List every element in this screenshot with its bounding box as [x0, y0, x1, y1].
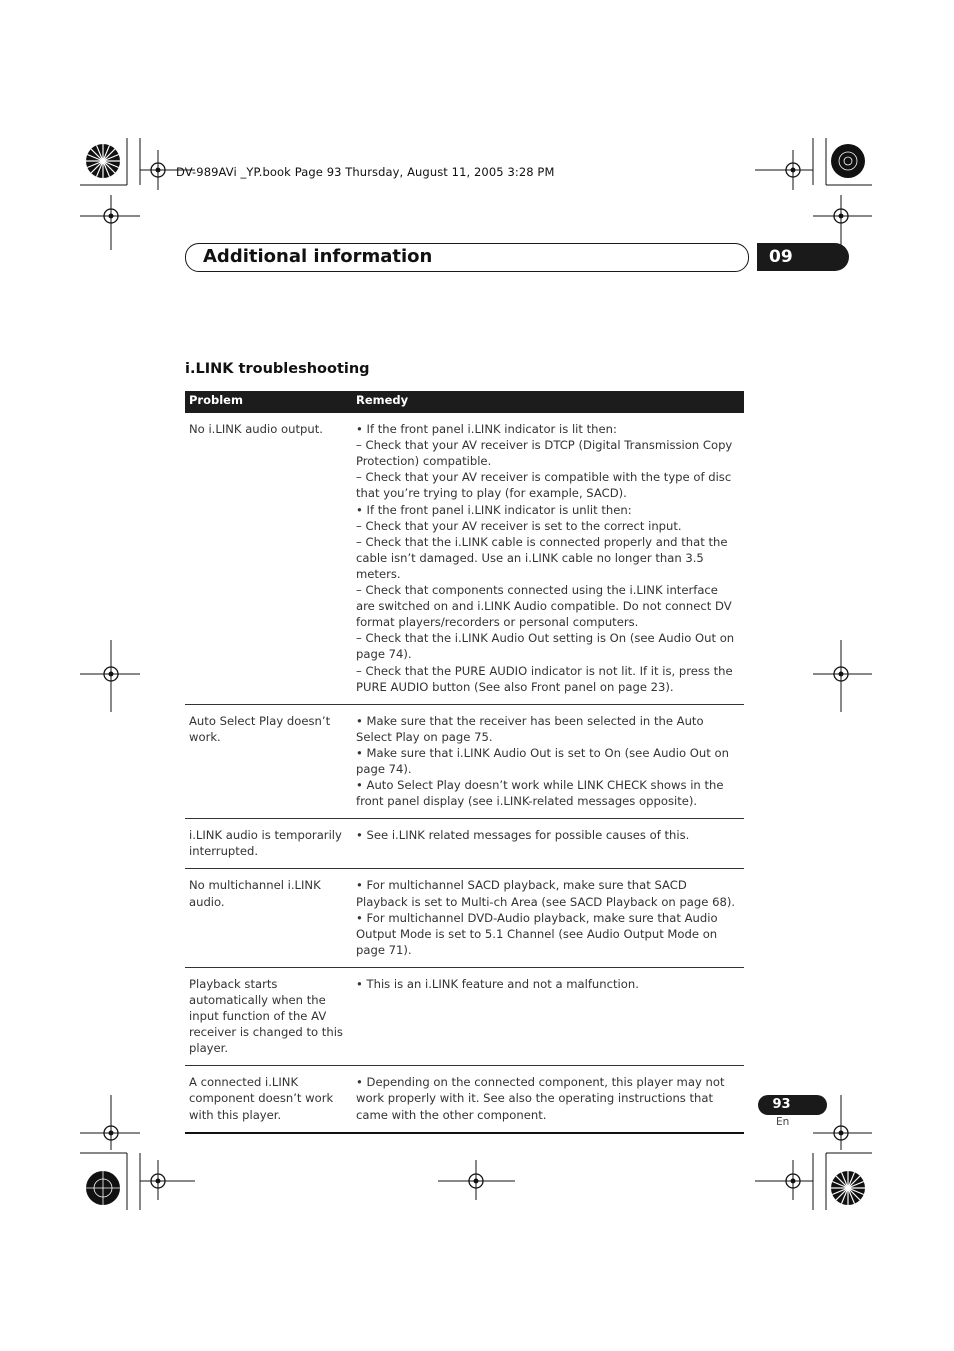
file-header: DV-989AVi _YP.book Page 93 Thursday, August 11, 2005 3:28 PM [176, 165, 555, 179]
remedy-line: • Make sure that the receiver has been selected in the Auto Select Play on page 75. [356, 713, 704, 744]
remedy-line: • For multichannel SACD playback, make sure that SACD Playback is set to Multi-ch Area (see SACD Playback on page 68). [356, 878, 736, 909]
table-row [185, 413, 744, 704]
table-row [185, 704, 744, 819]
remedy-line: – Check that components connected using the i.LINK interface are switched on and i.LINK Audio compatible. Do not connect DV format players/recorders or personal computers. [356, 583, 732, 630]
remedy-line: • For multichannel DVD-Audio playback, make sure that Audio Output Mode is set to 5.1 Channel (see Audio Output Mode on page 71). [356, 910, 718, 957]
remedy-line: – Check that the i.LINK Audio Out setting is On (see Audio Out on page 74). [356, 631, 735, 662]
table-row [185, 967, 744, 1065]
chapter-number-badge: 09 [757, 243, 849, 271]
remedy-line: • This is an i.LINK feature and not a malfunction. [356, 976, 639, 991]
remedy-line: • See i.LINK related messages for possible causes of this. [356, 828, 690, 843]
remedy-cell [352, 819, 744, 869]
remedy-column-header: Remedy [352, 391, 744, 413]
chapter-title: Additional information [203, 246, 433, 267]
problem-column-header: Problem [185, 391, 352, 413]
remedy-line: • If the front panel i.LINK indicator is lit then: [356, 422, 617, 437]
remedy-line: • Depending on the connected component, this player may not work properly with it. See also the operating instructions that came with the other component. [356, 1075, 725, 1122]
remedy-cell [352, 967, 744, 1065]
remedy-line: – Check that the i.LINK cable is connected properly and that the cable isn’t damaged. Use an i.LINK cable no longer than 3.5 meters. [356, 534, 728, 581]
remedy-line: – Check that your AV receiver is compatible with the type of disc that you’re trying to play (for example, SACD). [356, 470, 732, 501]
table-row [185, 1066, 744, 1133]
page-language: En [776, 1116, 790, 1128]
table-row [185, 869, 744, 967]
section-title: i.LINK troubleshooting [185, 361, 370, 377]
remedy-cell [352, 1066, 744, 1133]
remedy-line: – Check that the PURE AUDIO indicator is not lit. If it is, press the PURE AUDIO button (See also Front panel on page 23). [356, 663, 733, 694]
table-row [185, 819, 744, 869]
troubleshooting-table [185, 391, 744, 1134]
problem-cell: Playback starts automatically when the input function of the AV receiver is changed to this player. [185, 967, 352, 1065]
page-number-badge: 93 [758, 1095, 827, 1115]
remedy-cell [352, 413, 744, 704]
problem-cell: A connected i.LINK component doesn’t work with this player. [185, 1066, 352, 1133]
remedy-line: • If the front panel i.LINK indicator is unlit then: [356, 502, 632, 517]
problem-cell: No i.LINK audio output. [185, 413, 352, 704]
problem-cell: Auto Select Play doesn’t work. [185, 704, 352, 819]
remedy-cell [352, 869, 744, 967]
remedy-line: – Check that your AV receiver is set to the correct input. [356, 518, 682, 533]
remedy-line: – Check that your AV receiver is DTCP (Digital Transmission Copy Protection) compatible. [356, 438, 733, 469]
remedy-line: • Auto Select Play doesn’t work while LINK CHECK shows in the front panel display (see i.LINK-related messages opposite). [356, 778, 724, 809]
problem-cell: i.LINK audio is temporarily interrupted. [185, 819, 352, 869]
remedy-cell [352, 704, 744, 819]
remedy-line: • Make sure that i.LINK Audio Out is set to On (see Audio Out on page 74). [356, 745, 729, 776]
problem-cell: No multichannel i.LINK audio. [185, 869, 352, 967]
table-header-row [185, 391, 744, 413]
